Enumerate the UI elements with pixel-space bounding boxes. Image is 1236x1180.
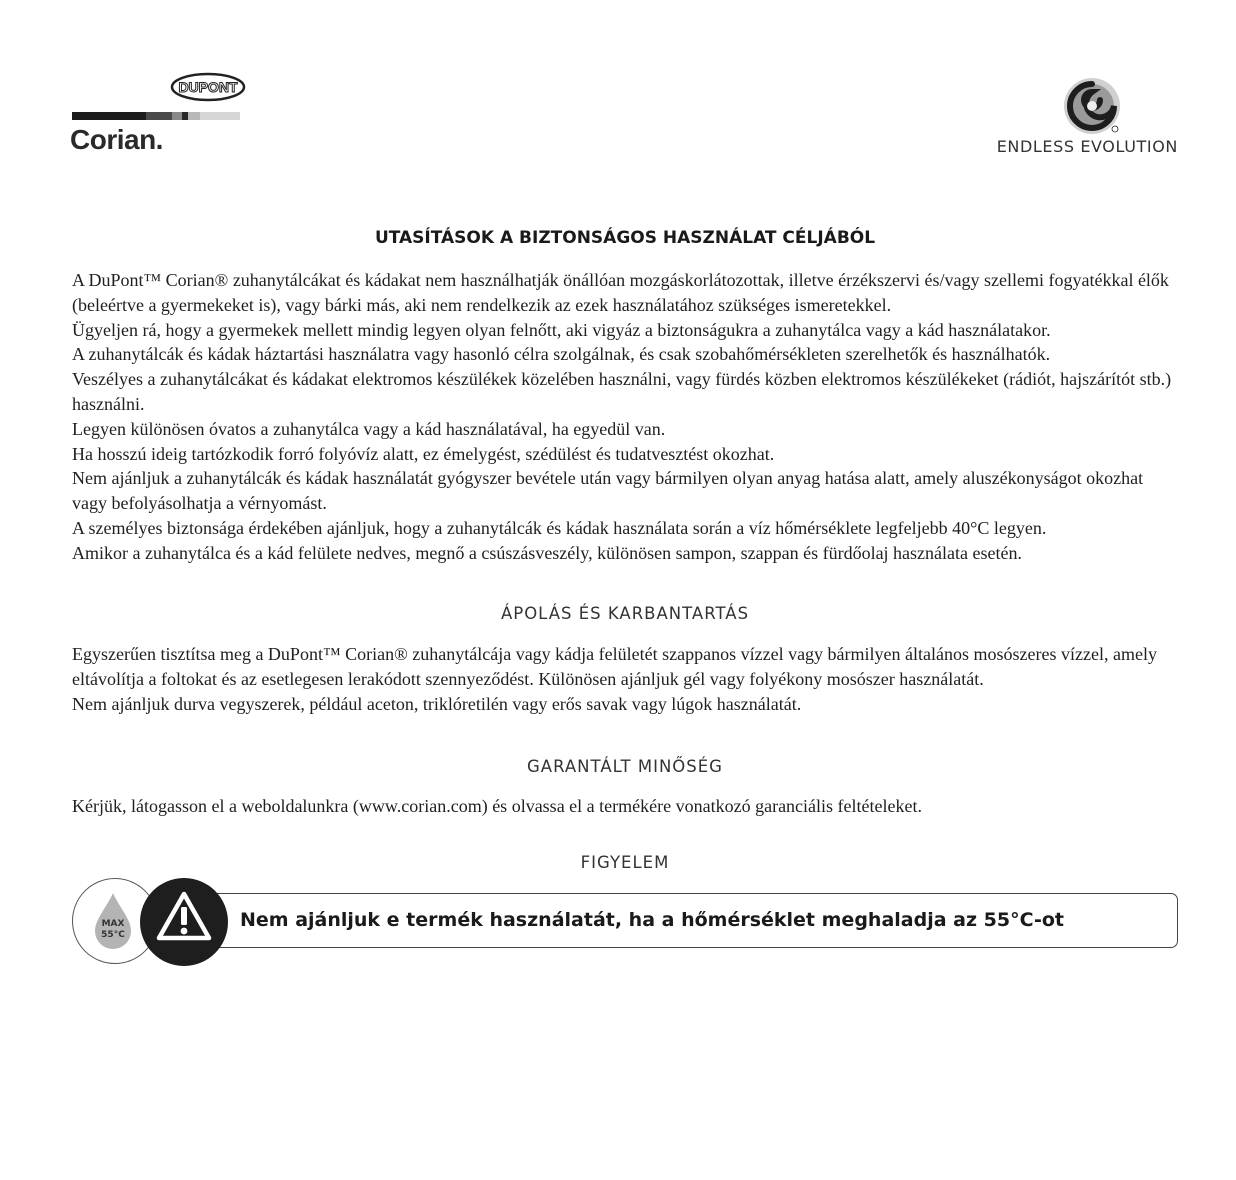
warning-text: Nem ajánljuk e termék használatát, ha a hőmérséklet meghaladja az 55°C-ot (240, 909, 1064, 931)
care-heading: ÁPOLÁS ÉS KARBANTARTÁS (500, 604, 750, 623)
care-paragraph: Egyszerűen tisztítsa meg a DuPont™ Corian® zuhanytálcája vagy kádja felületét szappanos vízzel vagy bármilyen általános mosószeres vízzel, amely eltávolítja a foltokat és az esetlegesen lerakódott szennyeződést. Különösen ajánljuk gél vagy folyékony mosószer használatát. (72, 644, 1157, 689)
warranty-paragraph: Kérjük, látogasson el a weboldalunkra (www.corian.com) és olvassa el a termékére vonatkozó garanciális feltételeket. (72, 796, 922, 816)
safety-paragraph: Amikor a zuhanytálca és a kád felülete nedves, megnő a csúszásveszély, különösen sampon, szappan és fürdőolaj használata esetén. (72, 542, 1022, 563)
warning-triangle-icon (156, 890, 212, 942)
attention-heading: FIGYELEM (580, 853, 670, 872)
safety-paragraph: Ha hosszú ideig tartózkodik forró folyóvíz alatt, ez émelygést, szédülést és tudatvesztést okozhat. (72, 443, 775, 464)
safety-paragraph: A zuhanytálcák és kádak háztartási használatra vagy hasonló célra szolgálnak, és csak szobahőmérsékleten szerelhetők és használhatók. (72, 344, 1051, 365)
warranty-heading: GARANTÁLT MINŐSÉG (527, 757, 723, 776)
safety-paragraph: Nem ajánljuk a zuhanytálcák és kádak használatát gyógyszer bevétele után vagy bármilyen olyan anyag hatása alatt, amely aluszékonyságot okozhat vagy befolyásolhatja a vérnyomást. (72, 468, 1144, 514)
corian-logo: Corian. (70, 124, 163, 155)
warranty-text (72, 794, 1178, 819)
safety-paragraph: Veszélyes a zuhanytálcákat és kádakat elektromos készülékek közelében használni, vagy fürdés közben elektromos készülékeket (rádiót, hajszárítót stb.) használni. (72, 369, 1172, 414)
brand-tagline: ENDLESS EVOLUTION (996, 137, 1178, 156)
warning-banner (72, 876, 1178, 966)
corian-logo-bar (72, 112, 240, 120)
safety-heading: UTASÍTÁSOK A BIZTONSÁGOS HASZNÁLAT CÉLJÁBÓL (374, 228, 876, 248)
temperature-value: 55°C (101, 930, 125, 940)
safety-text (72, 268, 1178, 566)
care-paragraph: Nem ajánljuk durva vegyszerek, például aceton, triklóretilén vagy erős savak vagy lúgok használatát. (72, 693, 802, 714)
safety-paragraph: A DuPont™ Corian® zuhanytálcákat és kádakat nem használhatják önállóan mozgáskorlátozottak, illetve érzékszervi és/vagy szellemi fogyatékkal élők (beleértve a gyermekeket is), vagy bárki más, aki nem rendelkezik az ezek használatához szükséges ismeretekkel. (72, 270, 1169, 315)
endless-evolution-swirl-icon (1062, 76, 1122, 136)
max-temperature-label (93, 919, 133, 941)
dupont-logo (170, 72, 246, 102)
safety-paragraph: Legyen különösen óvatos a zuhanytálca vagy a kád használatával, ha egyedül van. (72, 418, 666, 439)
care-text (72, 642, 1178, 716)
safety-paragraph: A személyes biztonsága érdekében ajánljuk, hogy a zuhanytálcák és kádak használata során a víz hőmérséklete legfeljebb 40°C legyen. (72, 517, 1047, 538)
dupont-logo-text: DUPONT (178, 79, 238, 95)
safety-paragraph: Ügyeljen rá, hogy a gyermekek mellett mindig legyen olyan felnőtt, aki vigyáz a biztonságukra a zuhanytálca vagy a kád használatakor. (72, 319, 1051, 340)
max-label: MAX (101, 919, 125, 929)
